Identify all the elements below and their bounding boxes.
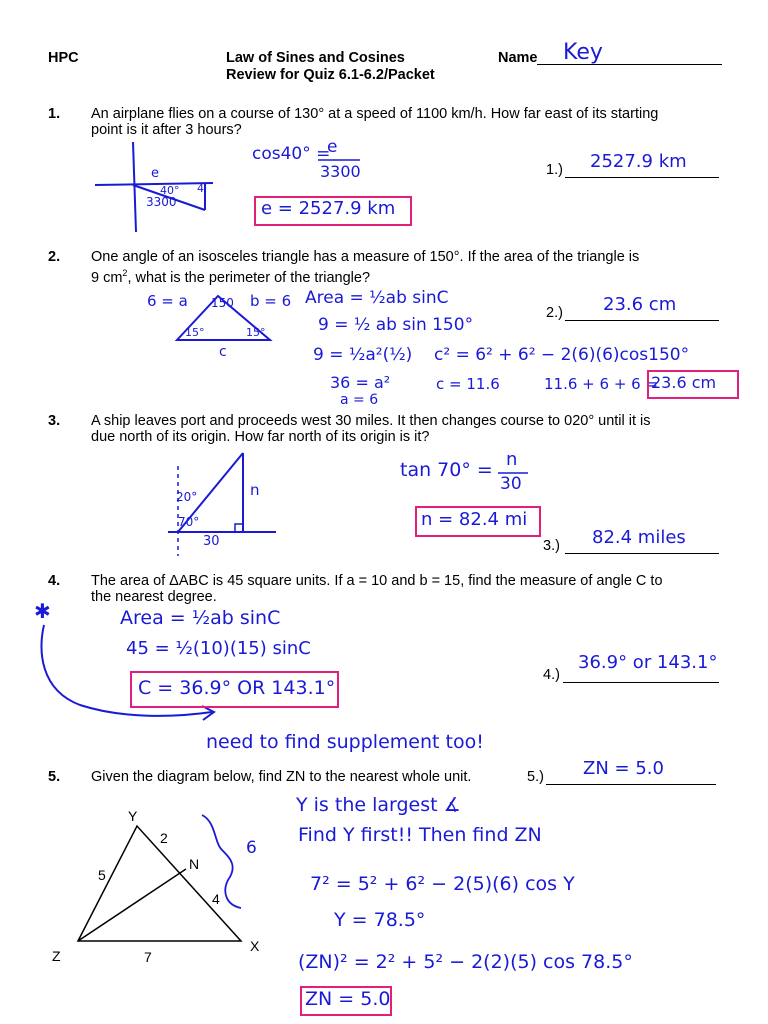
problem-3-text-line1: A ship leaves port and proceeds west 30 miles. It then changes course to 020° until it is	[91, 413, 651, 429]
p4-star-icon: ✱	[34, 599, 51, 623]
p2-label-a: 6 = a	[147, 292, 188, 310]
p2-label-apex: 150	[211, 296, 234, 310]
p3-work-tan: tan 70° =	[400, 459, 493, 481]
p2-work-line3: 9 = ½a²(½)	[313, 345, 413, 365]
p1-work-num: e	[327, 137, 338, 157]
p1-work-cos: cos40° =	[252, 144, 331, 164]
p5-vertex-y: Y	[128, 808, 138, 824]
p4-work-45: 45 = ½(10)(15) sinC	[126, 638, 311, 659]
p5-label-yx: 6	[246, 838, 257, 858]
p2-label-base-left: 15°	[185, 326, 205, 339]
answer-1-value: 2527.9 km	[590, 151, 687, 172]
answer-5-value: ZN = 5.0	[583, 758, 664, 779]
p2-label-c: c	[219, 344, 227, 360]
worksheet-title-line2: Review for Quiz 6.1-6.2/Packet	[226, 67, 435, 83]
p2-label-base-right: 15°	[246, 326, 266, 339]
problem-4-number: 4.	[48, 573, 61, 589]
name-value: Key	[563, 40, 603, 65]
p5-boxed-result-text: ZN = 5.0	[305, 988, 391, 1010]
p3-label-70: 70°	[178, 515, 200, 529]
p5-vertex-x: X	[250, 938, 260, 954]
problem-2-text-line2: 9 $cm^2$, what is the perimeter of the triangle?	[91, 268, 371, 286]
problem-3-text-line2: due north of its origin. How far north of its origin is it?	[91, 429, 430, 445]
problem-1-number: 1.	[48, 106, 61, 122]
problem-2-number: 2.	[48, 249, 61, 265]
answer-4-value: 36.9° or 143.1°	[578, 652, 718, 673]
problem-1-text-line2: point is it after 3 hours?	[91, 122, 242, 138]
p4-work-area: Area = ½ab sinC	[120, 607, 281, 629]
problem-2-text-line1: One angle of an isosceles triangle has a measure of 150°. If the area of the triangle is	[91, 249, 640, 265]
p1-work-den: 3300	[320, 162, 361, 181]
p2-work-line2: 9 = ½ ab sin 150°	[318, 315, 474, 335]
p5-vertex-n: N	[189, 856, 200, 872]
p1-diagram-label-4: 4	[197, 182, 204, 195]
worksheet-title-line1: Law of Sines and Cosines	[226, 50, 405, 66]
answer-2-label: 2.)	[546, 305, 563, 321]
p5-side-zx: 7	[144, 949, 152, 965]
p5-work-largest: Y is the largest ∡	[296, 794, 461, 816]
p2-work-sum: 11.6 + 6 + 6 =	[544, 375, 659, 393]
problem-5-text: Given the diagram below, find ZN to the nearest whole unit.	[91, 769, 472, 785]
p5-work-findy: Find Y first!! Then find ZN	[298, 824, 542, 846]
p5-vertex-z: Z	[52, 948, 61, 964]
p1-diagram-label-e: e	[151, 166, 159, 181]
answer-4-label: 4.)	[543, 667, 560, 683]
p2-work-36: 36 = a²	[330, 373, 391, 392]
problem-4-text-line2: the nearest degree.	[91, 589, 217, 605]
p5-work-cosine: 7² = 5² + 6² − 2(5)(6) cos Y	[310, 873, 575, 895]
p2-work-c: c = 11.6	[436, 375, 500, 393]
p1-boxed-result-text: e = 2527.9 km	[261, 198, 396, 219]
problem-1-text-line1: An airplane flies on a course of 130° at a speed of 1100 km/h. How far east of its starting	[91, 106, 659, 122]
p2-work-cosine: c² = 6² + 6² − 2(6)(6)cos150°	[434, 345, 690, 365]
p2-work-area: Area = ½ab sinC	[305, 288, 449, 308]
p3-boxed-result-text: n = 82.4 mi	[421, 509, 528, 530]
p4-note: need to find supplement too!	[206, 731, 484, 753]
problem-4-text-line1: The area of ΔABC is 45 square units. If a = 10 and b = 15, find the measure of angle C to	[91, 573, 663, 589]
p2-boxed-result-text: 23.6 cm	[651, 373, 717, 392]
p5-side-nx: 4	[212, 891, 220, 907]
p3-work-den: 30	[500, 474, 522, 494]
p1-diagram-label-angle: 40°	[160, 184, 180, 197]
p3-label-n: n	[250, 481, 260, 499]
p4-boxed-result-text: C = 36.9° OR 143.1°	[138, 677, 336, 699]
p3-work-num: n	[506, 449, 518, 470]
p2-label-b: b = 6	[250, 292, 292, 310]
p3-label-30: 30	[203, 534, 220, 549]
problem-5-number: 5.	[48, 769, 61, 785]
course-label: HPC	[48, 50, 79, 66]
p5-work-zn: (ZN)² = 2² + 5² − 2(2)(5) cos 78.5°	[298, 951, 633, 973]
p5-side-yz: 5	[98, 867, 106, 883]
answer-2-value: 23.6 cm	[603, 294, 677, 315]
answer-1-label: 1.)	[546, 162, 563, 178]
p5-work-y: Y = 78.5°	[334, 909, 426, 931]
problem-3-number: 3.	[48, 413, 61, 429]
answer-5-label: 5.)	[527, 769, 544, 785]
p2-work-a6: a = 6	[340, 392, 379, 408]
answer-3-value: 82.4 miles	[592, 527, 686, 548]
p1-diagram-label-hyp: 3300	[146, 195, 177, 209]
p3-label-20: 20°	[176, 490, 198, 504]
p5-side-yn: 2	[160, 830, 168, 846]
answer-3-label: 3.)	[543, 538, 560, 554]
name-label: Name	[498, 50, 538, 66]
